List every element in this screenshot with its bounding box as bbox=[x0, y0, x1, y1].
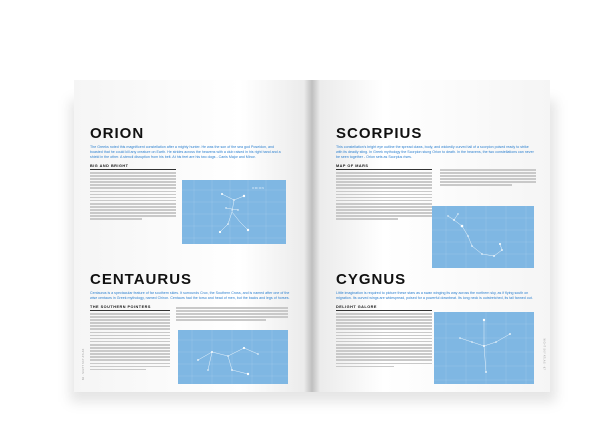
cygnus-star-map bbox=[434, 312, 534, 384]
orion-title: ORION bbox=[90, 125, 145, 142]
left-folio: 66 · NIGHT SKY ATLAS bbox=[82, 348, 85, 380]
scorpius-chart-graphic bbox=[432, 206, 534, 268]
cygnus-title: CYGNUS bbox=[336, 271, 407, 288]
cygnus-subhead: DELIGHT GALORE bbox=[336, 305, 432, 311]
cygnus-body-text bbox=[336, 313, 432, 367]
book-spine-shadow bbox=[304, 80, 320, 392]
scorpius-body-text-2 bbox=[440, 169, 536, 186]
centaurus-body-text-2 bbox=[176, 307, 288, 321]
scorpius-star-map bbox=[432, 206, 534, 268]
centaurus-intro: Centaurus is a spectacular feature of far southern skies. It surrounds Crux, the Southern Cross, and is named after one of the wise centaurs in Greek mythology, named Chiron. Centaurs had the torso and head of men, but the backs and legs of horses. bbox=[90, 291, 290, 300]
orion-intro: The Greeks noted this magnificent constellation after a mighty hunter. He was the son of the sea god Poseidon, and boasted that he could kill any creature on Earth. He strides across the heavens with a club raised in his right hand and a shield in the other. A stencil disruption from his belt. At his feet are his two dogs - Canis Major and Minor. bbox=[90, 145, 281, 159]
orion-map-label: ORION bbox=[252, 186, 265, 190]
centaurus-body-text bbox=[90, 313, 170, 370]
centaurus-subhead: THE SOUTHERN POINTERS bbox=[90, 305, 170, 311]
orion-subhead: BIG AND BRIGHT bbox=[90, 164, 176, 170]
centaurus-chart-graphic bbox=[178, 330, 288, 384]
right-page bbox=[312, 80, 550, 392]
scorpius-body-text bbox=[336, 172, 432, 220]
orion-body-text bbox=[90, 172, 176, 220]
scorpius-intro: This constellation's bright eye outline the spread claws, body, and wickedly curved tail of a scorpion poised ready to strike with its deadly sting. In Greek mythology the Scorpion stung Orion to death. In the heavens, the two constellations can never be seen together - Orion sets as Scorpius rises. bbox=[336, 145, 534, 159]
centaurus-title: CENTAURUS bbox=[90, 271, 193, 288]
cygnus-chart-graphic bbox=[434, 312, 534, 384]
orion-chart-graphic bbox=[182, 180, 286, 244]
open-book bbox=[74, 80, 550, 392]
right-folio: NIGHT SKY ATLAS · 67 bbox=[543, 338, 546, 370]
centaurus-star-map bbox=[178, 330, 288, 384]
left-page bbox=[74, 80, 312, 392]
cygnus-intro: Little imagination is required to picture these stars as a swan winging its way across the northern sky, as if flying south on migration. Its curved wings are widespread, poised for a powerful downbeat. Its long neck is outstretched, its tail fanned out. bbox=[336, 291, 533, 300]
scorpius-title: SCORPIUS bbox=[336, 125, 423, 142]
scorpius-subhead: MAP OF MARS bbox=[336, 164, 432, 170]
orion-star-map bbox=[182, 180, 286, 244]
